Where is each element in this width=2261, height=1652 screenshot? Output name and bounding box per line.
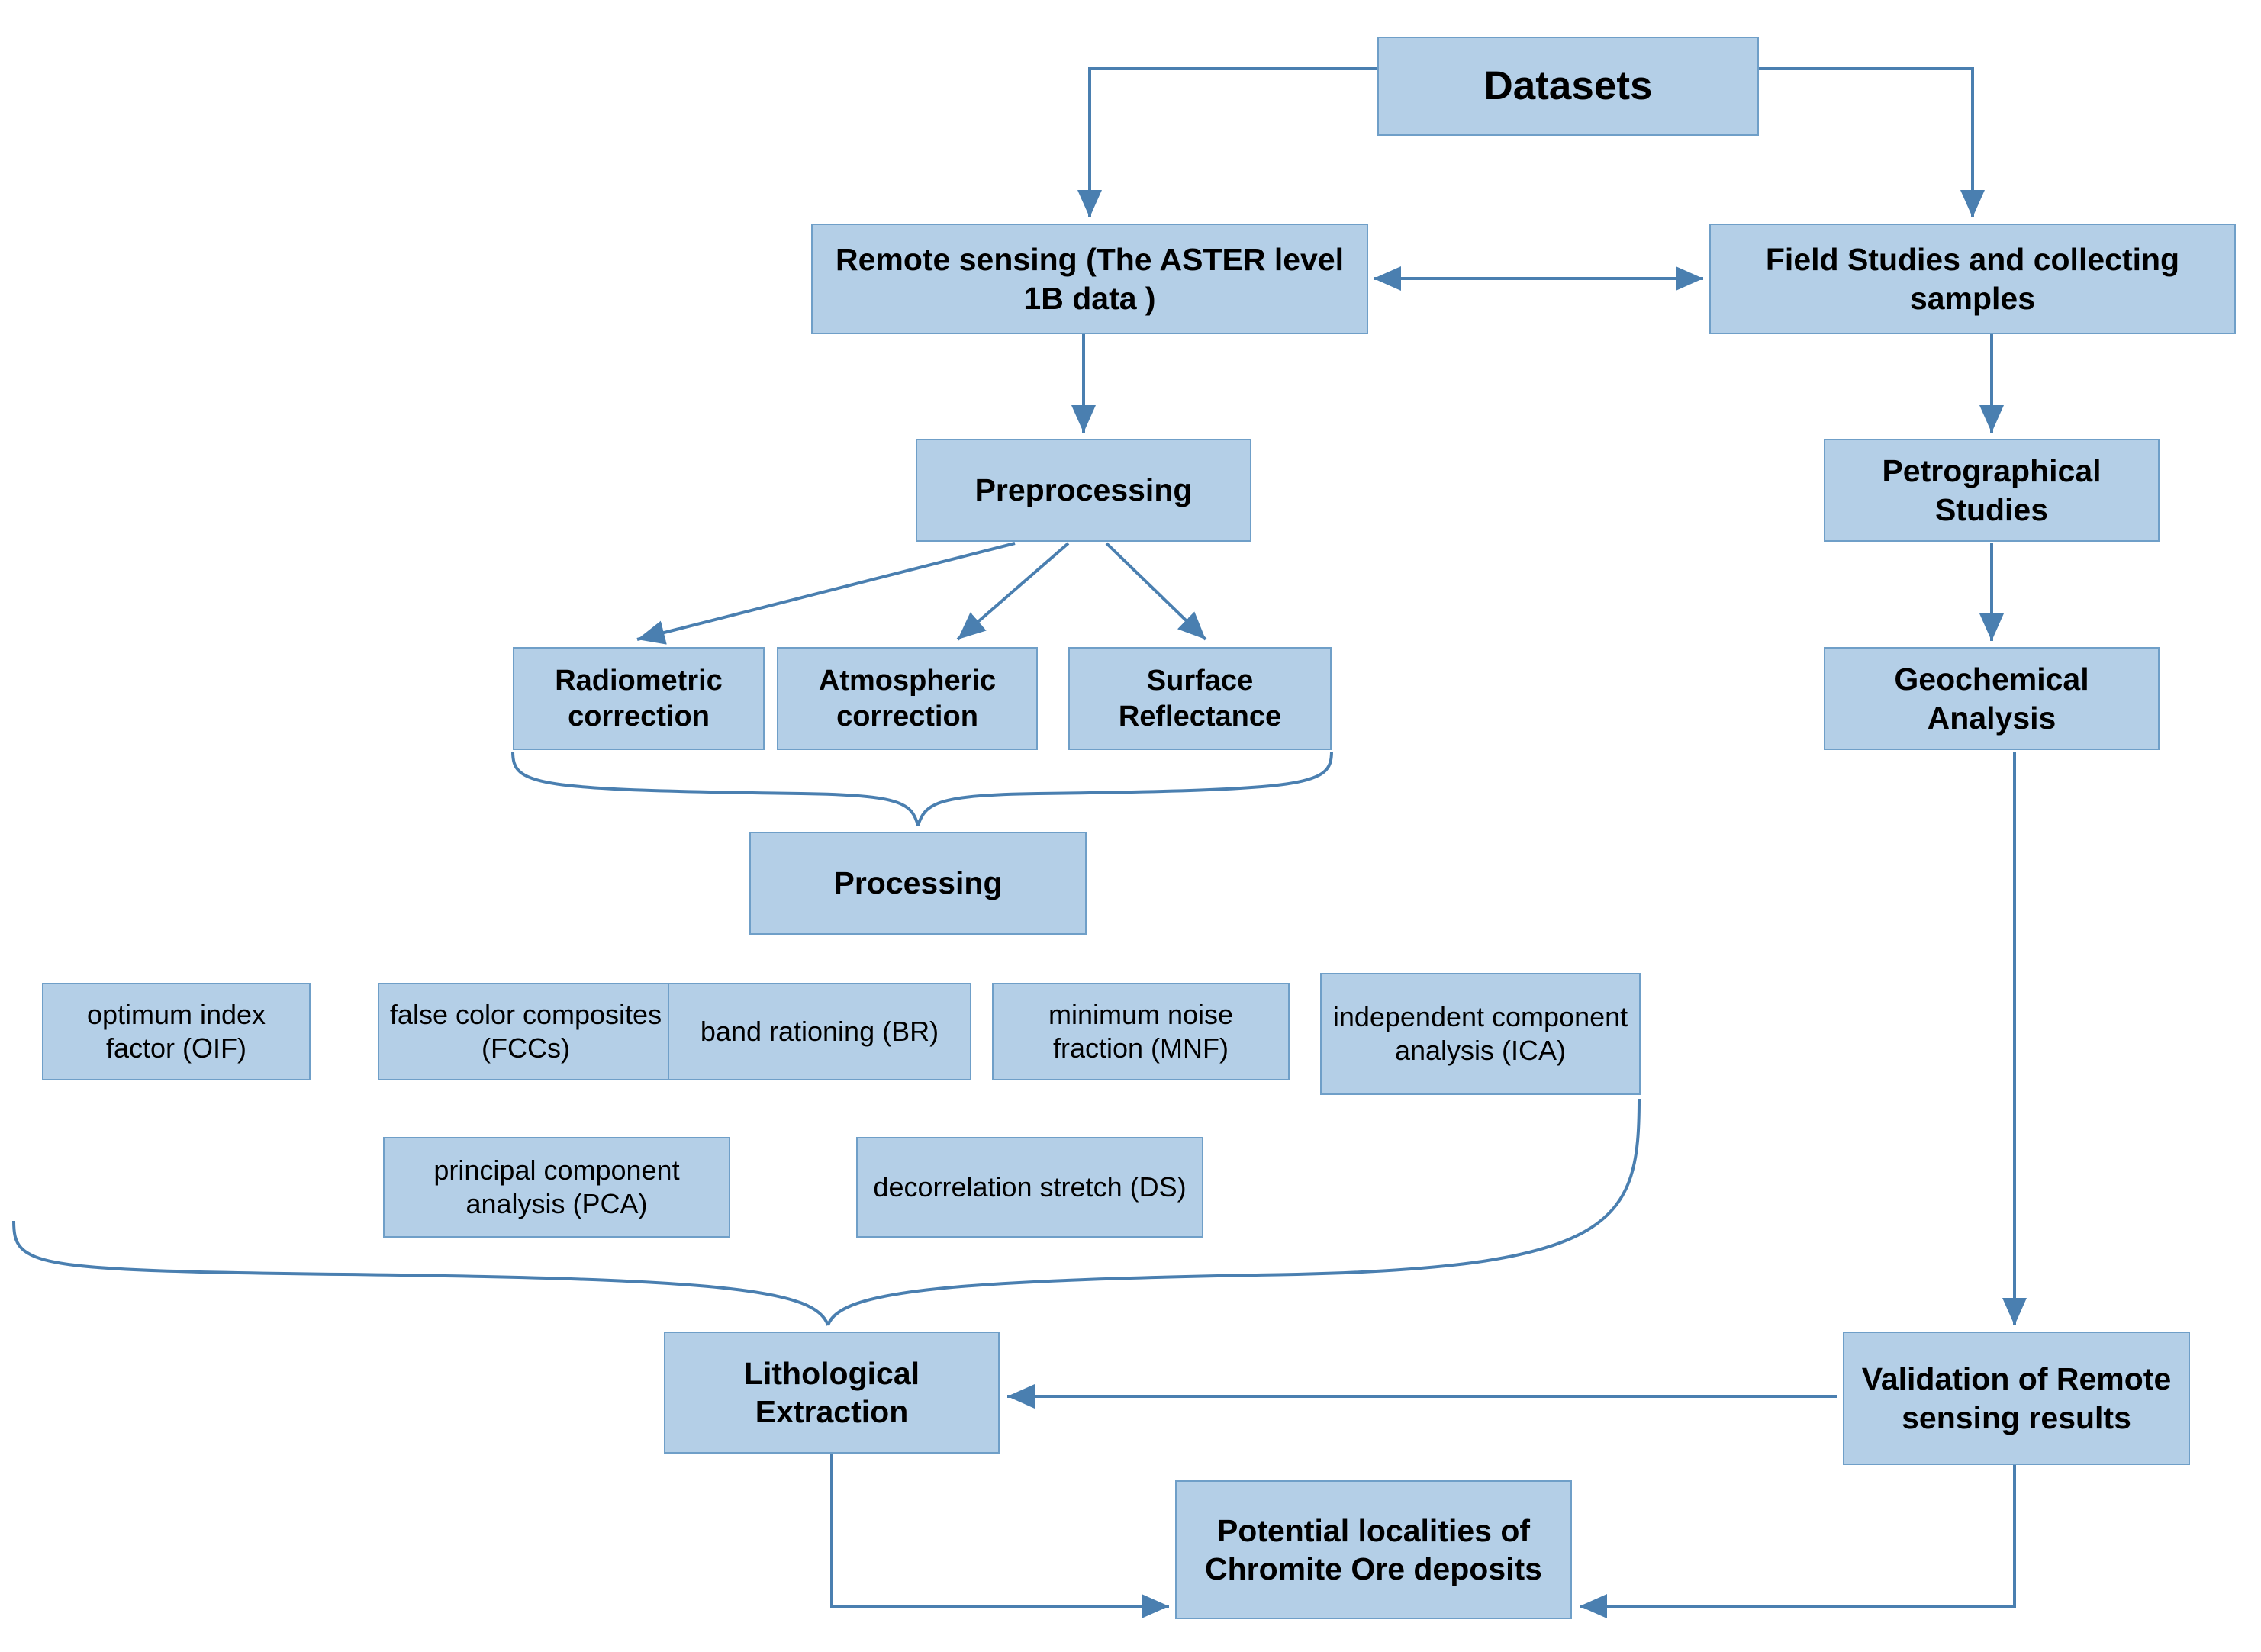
node-atmospheric-correction[interactable] — [777, 647, 1038, 750]
node-label: optimum index factor (OIF) — [86, 999, 266, 1064]
node-label: Surface Reflectance — [1118, 665, 1282, 733]
node-false-color-composites[interactable] — [378, 983, 674, 1080]
node-field-studies[interactable] — [1709, 224, 2236, 334]
node-label: Atmospheric correction — [818, 665, 997, 733]
node-label: Potential localities of Chromite Ore deposits — [1205, 1512, 1542, 1586]
node-minimum-noise-fraction[interactable] — [992, 983, 1290, 1080]
node-principal-component-analysis[interactable] — [383, 1137, 730, 1238]
node-label: Field Studies and collecting samples — [1765, 242, 2180, 316]
node-label: principal component analysis (PCA) — [433, 1154, 680, 1219]
node-label: Geochemical Analysis — [1894, 662, 2089, 736]
node-label: Preprocessing — [974, 472, 1193, 508]
node-petrographical-studies[interactable] — [1824, 439, 2160, 542]
node-label: independent component analysis (ICA) — [1332, 1001, 1628, 1066]
node-independent-component-analysis[interactable] — [1320, 973, 1641, 1095]
node-validation-of-remote-sensing-results[interactable] — [1843, 1332, 2190, 1465]
node-label: Petrographical Studies — [1882, 453, 2102, 527]
node-label: decorrelation stretch (DS) — [873, 1171, 1187, 1203]
node-label: Remote sensing (The ASTER level 1B data ) — [835, 242, 1345, 316]
node-label: Processing — [833, 865, 1003, 901]
node-label: Validation of Remote sensing results — [1861, 1361, 2172, 1435]
node-decorrelation-stretch[interactable] — [856, 1137, 1203, 1238]
node-lithological-extraction[interactable] — [664, 1332, 1000, 1454]
node-label: minimum noise fraction (MNF) — [1048, 999, 1234, 1064]
node-label: Lithological Extraction — [743, 1355, 920, 1429]
node-datasets[interactable] — [1377, 37, 1759, 136]
node-label: Radiometric correction — [555, 665, 723, 733]
node-processing[interactable] — [749, 832, 1087, 935]
node-band-rationing[interactable] — [668, 983, 971, 1080]
node-surface-reflectance[interactable] — [1068, 647, 1332, 750]
node-label: false color composites (FCCs) — [389, 999, 662, 1064]
node-label: Datasets — [1483, 63, 1653, 108]
node-geochemical-analysis[interactable] — [1824, 647, 2160, 750]
node-label: band rationing (BR) — [700, 1016, 939, 1048]
node-potential-localities-chromite[interactable] — [1175, 1480, 1572, 1619]
node-radiometric-correction[interactable] — [513, 647, 765, 750]
node-preprocessing[interactable] — [916, 439, 1251, 542]
node-optimum-index-factor[interactable] — [42, 983, 311, 1080]
node-remote-sensing[interactable] — [811, 224, 1368, 334]
